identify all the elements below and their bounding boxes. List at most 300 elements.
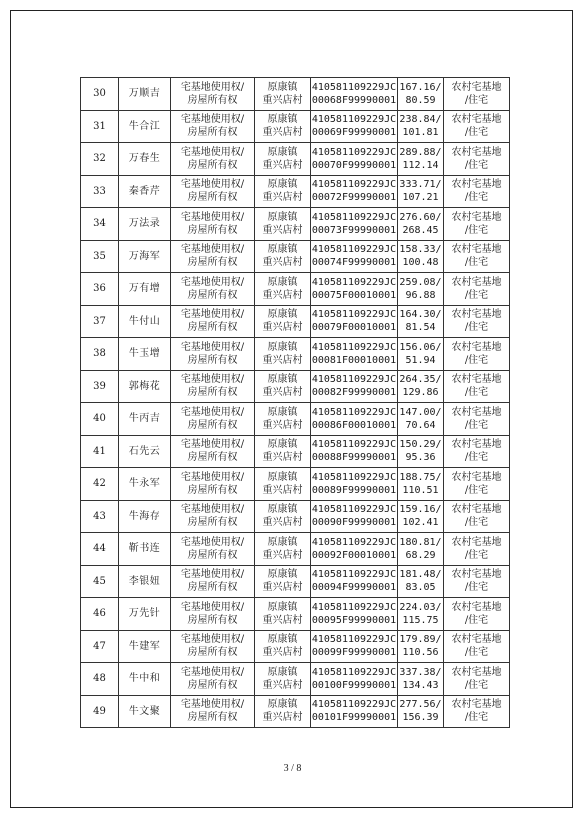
cell-unit-code-line: 410581109229JC xyxy=(311,601,397,613)
cell-unit-code-line: 410581109229JC xyxy=(311,406,397,418)
cell-location-line: 重兴店村 xyxy=(262,159,303,171)
cell-unit-code-line: 00088F99990001 xyxy=(311,452,397,464)
cell-location xyxy=(255,630,311,663)
table-row xyxy=(81,208,510,241)
cell-location-line: 重兴店村 xyxy=(262,127,303,139)
cell-unit-code-line: 410581109229JC xyxy=(311,309,397,321)
cell-location-line: 重兴店村 xyxy=(262,614,303,626)
cell-land-use-line: /住宅 xyxy=(464,582,489,594)
cell-location xyxy=(255,598,311,631)
cell-right-type xyxy=(171,403,255,436)
cell-land-use-line: /住宅 xyxy=(464,387,489,399)
cell-land-use-line: 农村宅基地 xyxy=(451,179,502,191)
table-row xyxy=(81,598,510,631)
cell-unit-code-line: 00082F99990001 xyxy=(311,387,397,399)
cell-unit-code xyxy=(311,305,398,338)
cell-unit-code-line: 410581109229JC xyxy=(311,81,397,93)
cell-number: 44 xyxy=(81,533,119,566)
table-row xyxy=(81,143,510,176)
cell-unit-code-line: 00075F00010001 xyxy=(311,289,397,301)
cell-area-line: 158.33/ xyxy=(399,244,442,256)
cell-number: 32 xyxy=(81,143,119,176)
cell-unit-code-line: 00070F99990001 xyxy=(311,159,397,171)
cell-land-use-line: /住宅 xyxy=(464,159,489,171)
cell-area xyxy=(398,403,444,436)
cell-land-use xyxy=(444,338,510,371)
cell-location-line: 原康镇 xyxy=(267,471,298,483)
cell-unit-code xyxy=(311,78,398,111)
cell-right-type xyxy=(171,240,255,273)
cell-owner-name: 万有增 xyxy=(119,273,171,306)
cell-location-line: 重兴店村 xyxy=(262,192,303,204)
cell-unit-code-line: 00072F99990001 xyxy=(311,192,397,204)
cell-right-type-line: 房屋所有权 xyxy=(187,322,238,334)
cell-location-line: 重兴店村 xyxy=(262,289,303,301)
cell-right-type xyxy=(171,370,255,403)
cell-right-type xyxy=(171,500,255,533)
cell-unit-code-line: 00092F00010001 xyxy=(311,549,397,561)
cell-unit-code-line: 410581109229JC xyxy=(311,114,397,126)
cell-unit-code-line: 00079F00010001 xyxy=(311,322,397,334)
cell-area-line: 238.84/ xyxy=(399,114,442,126)
cell-land-use xyxy=(444,370,510,403)
cell-right-type xyxy=(171,565,255,598)
cell-land-use-line: 农村宅基地 xyxy=(451,374,502,386)
cell-location-line: 重兴店村 xyxy=(262,484,303,496)
cell-unit-code xyxy=(311,435,398,468)
cell-owner-name: 牛丙吉 xyxy=(119,403,171,436)
cell-land-use-line: 农村宅基地 xyxy=(451,536,502,548)
cell-location-line: 原康镇 xyxy=(267,634,298,646)
cell-area xyxy=(398,630,444,663)
cell-area xyxy=(398,533,444,566)
cell-unit-code xyxy=(311,338,398,371)
cell-location-line: 重兴店村 xyxy=(262,354,303,366)
cell-location xyxy=(255,208,311,241)
cell-land-use-line: /住宅 xyxy=(464,452,489,464)
cell-area-line: 147.00/ xyxy=(399,406,442,418)
cell-land-use-line: 农村宅基地 xyxy=(451,666,502,678)
cell-area-line: 289.88/ xyxy=(399,146,442,158)
cell-unit-code-line: 00081F00010001 xyxy=(311,354,397,366)
cell-area xyxy=(398,110,444,143)
cell-unit-code xyxy=(311,468,398,501)
cell-area xyxy=(398,143,444,176)
cell-right-type-line: 房屋所有权 xyxy=(187,647,238,659)
table-row xyxy=(81,435,510,468)
cell-area-line: 268.45 xyxy=(402,224,439,236)
cell-unit-code-line: 410581109229JC xyxy=(311,569,397,581)
cell-location xyxy=(255,273,311,306)
cell-number: 41 xyxy=(81,435,119,468)
cell-area-line: 129.86 xyxy=(402,387,439,399)
cell-unit-code-line: 410581109229JC xyxy=(311,504,397,516)
cell-number: 33 xyxy=(81,175,119,208)
cell-area xyxy=(398,78,444,111)
cell-right-type xyxy=(171,78,255,111)
cell-location xyxy=(255,468,311,501)
cell-unit-code-line: 00068F99990001 xyxy=(311,94,397,106)
cell-location-line: 原康镇 xyxy=(267,179,298,191)
cell-unit-code xyxy=(311,370,398,403)
cell-area-line: 100.48 xyxy=(402,257,439,269)
cell-unit-code xyxy=(311,175,398,208)
cell-right-type-line: 房屋所有权 xyxy=(187,257,238,269)
cell-unit-code xyxy=(311,565,398,598)
cell-owner-name: 秦香芹 xyxy=(119,175,171,208)
cell-number: 39 xyxy=(81,370,119,403)
cell-owner-name: 郭梅花 xyxy=(119,370,171,403)
cell-owner-name: 牛文聚 xyxy=(119,695,171,728)
cell-right-type-line: 房屋所有权 xyxy=(187,127,238,139)
cell-right-type xyxy=(171,630,255,663)
cell-location-line: 重兴店村 xyxy=(262,387,303,399)
cell-right-type-line: 宅基地使用权/ xyxy=(180,439,245,451)
page-number: 3 / 8 xyxy=(283,763,302,774)
cell-land-use xyxy=(444,403,510,436)
cell-right-type-line: 宅基地使用权/ xyxy=(180,276,245,288)
cell-land-use-line: 农村宅基地 xyxy=(451,569,502,581)
cell-area-line: 264.35/ xyxy=(399,374,442,386)
cell-right-type-line: 房屋所有权 xyxy=(187,484,238,496)
cell-area-line: 81.54 xyxy=(405,322,436,334)
cell-unit-code-line: 410581109229JC xyxy=(311,699,397,711)
cell-land-use-line: /住宅 xyxy=(464,224,489,236)
cell-land-use-line: 农村宅基地 xyxy=(451,309,502,321)
cell-unit-code-line: 00099F99990001 xyxy=(311,647,397,659)
cell-unit-code-line: 00069F99990001 xyxy=(311,127,397,139)
cell-number: 49 xyxy=(81,695,119,728)
cell-area xyxy=(398,565,444,598)
cell-area-line: 167.16/ xyxy=(399,81,442,93)
cell-area-line: 276.60/ xyxy=(399,211,442,223)
cell-land-use-line: /住宅 xyxy=(464,647,489,659)
cell-area xyxy=(398,370,444,403)
cell-right-type-line: 宅基地使用权/ xyxy=(180,179,245,191)
cell-owner-name: 万春生 xyxy=(119,143,171,176)
cell-location xyxy=(255,695,311,728)
cell-owner-name: 牛海存 xyxy=(119,500,171,533)
cell-right-type-line: 宅基地使用权/ xyxy=(180,699,245,711)
cell-right-type-line: 宅基地使用权/ xyxy=(180,211,245,223)
cell-owner-name: 牛付山 xyxy=(119,305,171,338)
cell-location-line: 原康镇 xyxy=(267,406,298,418)
cell-location xyxy=(255,240,311,273)
cell-right-type-line: 房屋所有权 xyxy=(187,614,238,626)
cell-right-type-line: 房屋所有权 xyxy=(187,712,238,724)
cell-number: 38 xyxy=(81,338,119,371)
cell-area xyxy=(398,663,444,696)
cell-location xyxy=(255,565,311,598)
cell-unit-code-line: 00101F99990001 xyxy=(311,712,397,724)
cell-unit-code xyxy=(311,110,398,143)
cell-owner-name: 牛永军 xyxy=(119,468,171,501)
cell-unit-code-line: 410581109229JC xyxy=(311,146,397,158)
cell-location-line: 重兴店村 xyxy=(262,419,303,431)
cell-owner-name: 万顺吉 xyxy=(119,78,171,111)
cell-right-type-line: 房屋所有权 xyxy=(187,517,238,529)
registration-table xyxy=(80,77,510,728)
cell-location xyxy=(255,500,311,533)
cell-unit-code xyxy=(311,273,398,306)
cell-unit-code-line: 00100F99990001 xyxy=(311,679,397,691)
cell-land-use xyxy=(444,78,510,111)
cell-area-line: 70.64 xyxy=(405,419,436,431)
cell-area xyxy=(398,338,444,371)
cell-land-use-line: 农村宅基地 xyxy=(451,341,502,353)
cell-right-type-line: 宅基地使用权/ xyxy=(180,569,245,581)
cell-unit-code-line: 00089F99990001 xyxy=(311,484,397,496)
cell-number: 43 xyxy=(81,500,119,533)
cell-unit-code-line: 410581109229JC xyxy=(311,211,397,223)
cell-area-line: 259.08/ xyxy=(399,276,442,288)
cell-number: 45 xyxy=(81,565,119,598)
cell-location-line: 重兴店村 xyxy=(262,679,303,691)
cell-right-type-line: 宅基地使用权/ xyxy=(180,666,245,678)
cell-number: 48 xyxy=(81,663,119,696)
cell-area-line: 96.88 xyxy=(405,289,436,301)
cell-owner-name: 牛玉增 xyxy=(119,338,171,371)
cell-land-use-line: /住宅 xyxy=(464,94,489,106)
cell-location-line: 重兴店村 xyxy=(262,322,303,334)
cell-area-line: 156.39 xyxy=(402,712,439,724)
cell-land-use-line: /住宅 xyxy=(464,127,489,139)
cell-area-line: 110.56 xyxy=(402,647,439,659)
cell-right-type-line: 宅基地使用权/ xyxy=(180,601,245,613)
cell-number: 40 xyxy=(81,403,119,436)
cell-land-use xyxy=(444,305,510,338)
cell-land-use-line: 农村宅基地 xyxy=(451,81,502,93)
cell-land-use xyxy=(444,240,510,273)
cell-right-type xyxy=(171,598,255,631)
cell-area-line: 159.16/ xyxy=(399,504,442,516)
cell-land-use xyxy=(444,143,510,176)
cell-unit-code-line: 410581109229JC xyxy=(311,276,397,288)
cell-area xyxy=(398,598,444,631)
cell-right-type-line: 房屋所有权 xyxy=(187,582,238,594)
cell-area-line: 277.56/ xyxy=(399,699,442,711)
cell-land-use xyxy=(444,663,510,696)
cell-location xyxy=(255,78,311,111)
cell-location xyxy=(255,370,311,403)
cell-area-line: 337.38/ xyxy=(399,666,442,678)
cell-location-line: 原康镇 xyxy=(267,569,298,581)
table-row xyxy=(81,695,510,728)
cell-right-type-line: 房屋所有权 xyxy=(187,289,238,301)
cell-right-type-line: 宅基地使用权/ xyxy=(180,81,245,93)
cell-owner-name: 石先云 xyxy=(119,435,171,468)
table-row xyxy=(81,305,510,338)
table-row xyxy=(81,78,510,111)
cell-unit-code-line: 410581109229JC xyxy=(311,471,397,483)
cell-right-type-line: 房屋所有权 xyxy=(187,679,238,691)
cell-unit-code-line: 00073F99990001 xyxy=(311,224,397,236)
cell-location-line: 重兴店村 xyxy=(262,582,303,594)
table-row xyxy=(81,273,510,306)
cell-location xyxy=(255,533,311,566)
table-row xyxy=(81,565,510,598)
cell-area-line: 112.14 xyxy=(402,159,439,171)
table-body xyxy=(81,78,510,728)
cell-location-line: 原康镇 xyxy=(267,211,298,223)
cell-unit-code xyxy=(311,240,398,273)
cell-right-type xyxy=(171,468,255,501)
cell-land-use-line: /住宅 xyxy=(464,419,489,431)
cell-number: 31 xyxy=(81,110,119,143)
cell-unit-code xyxy=(311,500,398,533)
cell-land-use-line: /住宅 xyxy=(464,712,489,724)
cell-location-line: 重兴店村 xyxy=(262,452,303,464)
cell-unit-code-line: 410581109229JC xyxy=(311,179,397,191)
cell-unit-code-line: 00095F99990001 xyxy=(311,614,397,626)
cell-right-type-line: 宅基地使用权/ xyxy=(180,146,245,158)
cell-land-use-line: 农村宅基地 xyxy=(451,114,502,126)
cell-location xyxy=(255,143,311,176)
cell-location-line: 原康镇 xyxy=(267,341,298,353)
cell-area-line: 51.94 xyxy=(405,354,436,366)
cell-land-use-line: 农村宅基地 xyxy=(451,439,502,451)
cell-location-line: 原康镇 xyxy=(267,699,298,711)
cell-land-use-line: /住宅 xyxy=(464,614,489,626)
cell-area-line: 115.75 xyxy=(402,614,439,626)
cell-owner-name: 万先针 xyxy=(119,598,171,631)
cell-location-line: 重兴店村 xyxy=(262,517,303,529)
cell-right-type xyxy=(171,695,255,728)
cell-owner-name: 牛合江 xyxy=(119,110,171,143)
cell-land-use xyxy=(444,175,510,208)
cell-location-line: 原康镇 xyxy=(267,81,298,93)
cell-right-type-line: 宅基地使用权/ xyxy=(180,471,245,483)
cell-location-line: 重兴店村 xyxy=(262,257,303,269)
cell-area-line: 333.71/ xyxy=(399,179,442,191)
cell-area-line: 188.75/ xyxy=(399,471,442,483)
cell-land-use-line: 农村宅基地 xyxy=(451,211,502,223)
table-row xyxy=(81,240,510,273)
cell-number: 35 xyxy=(81,240,119,273)
cell-number: 30 xyxy=(81,78,119,111)
cell-land-use-line: 农村宅基地 xyxy=(451,276,502,288)
cell-right-type-line: 宅基地使用权/ xyxy=(180,374,245,386)
cell-area xyxy=(398,208,444,241)
cell-land-use-line: /住宅 xyxy=(464,484,489,496)
cell-location-line: 原康镇 xyxy=(267,309,298,321)
cell-location xyxy=(255,305,311,338)
cell-area xyxy=(398,695,444,728)
cell-land-use xyxy=(444,500,510,533)
cell-right-type-line: 房屋所有权 xyxy=(187,452,238,464)
cell-number: 47 xyxy=(81,630,119,663)
cell-area xyxy=(398,273,444,306)
cell-land-use-line: 农村宅基地 xyxy=(451,406,502,418)
cell-area-line: 224.03/ xyxy=(399,601,442,613)
cell-unit-code xyxy=(311,695,398,728)
table-row xyxy=(81,175,510,208)
cell-right-type-line: 房屋所有权 xyxy=(187,549,238,561)
cell-location xyxy=(255,663,311,696)
cell-area-line: 107.21 xyxy=(402,192,439,204)
cell-owner-name: 牛建军 xyxy=(119,630,171,663)
table-row xyxy=(81,468,510,501)
cell-location-line: 重兴店村 xyxy=(262,647,303,659)
cell-land-use-line: 农村宅基地 xyxy=(451,244,502,256)
cell-location-line: 原康镇 xyxy=(267,244,298,256)
cell-unit-code xyxy=(311,403,398,436)
cell-right-type xyxy=(171,110,255,143)
cell-land-use-line: /住宅 xyxy=(464,517,489,529)
cell-unit-code-line: 410581109229JC xyxy=(311,666,397,678)
cell-location xyxy=(255,435,311,468)
cell-land-use-line: /住宅 xyxy=(464,257,489,269)
cell-right-type xyxy=(171,208,255,241)
cell-location-line: 重兴店村 xyxy=(262,712,303,724)
cell-land-use xyxy=(444,565,510,598)
cell-right-type-line: 宅基地使用权/ xyxy=(180,634,245,646)
cell-area xyxy=(398,175,444,208)
cell-unit-code-line: 00086F00010001 xyxy=(311,419,397,431)
cell-location-line: 原康镇 xyxy=(267,114,298,126)
cell-location xyxy=(255,175,311,208)
cell-number: 34 xyxy=(81,208,119,241)
cell-location xyxy=(255,338,311,371)
cell-unit-code-line: 410581109229JC xyxy=(311,536,397,548)
cell-right-type-line: 房屋所有权 xyxy=(187,387,238,399)
cell-land-use xyxy=(444,468,510,501)
table-row xyxy=(81,533,510,566)
cell-unit-code xyxy=(311,143,398,176)
cell-land-use xyxy=(444,435,510,468)
cell-area-line: 180.81/ xyxy=(399,536,442,548)
cell-area-line: 181.48/ xyxy=(399,569,442,581)
cell-land-use-line: /住宅 xyxy=(464,679,489,691)
cell-location-line: 重兴店村 xyxy=(262,94,303,106)
cell-right-type-line: 宅基地使用权/ xyxy=(180,244,245,256)
cell-right-type xyxy=(171,533,255,566)
cell-number: 46 xyxy=(81,598,119,631)
cell-right-type-line: 宅基地使用权/ xyxy=(180,341,245,353)
cell-owner-name: 万法录 xyxy=(119,208,171,241)
cell-location-line: 重兴店村 xyxy=(262,549,303,561)
table-row xyxy=(81,500,510,533)
cell-unit-code xyxy=(311,208,398,241)
cell-location-line: 原康镇 xyxy=(267,601,298,613)
cell-area-line: 102.41 xyxy=(402,517,439,529)
cell-land-use-line: 农村宅基地 xyxy=(451,146,502,158)
cell-right-type xyxy=(171,143,255,176)
cell-area xyxy=(398,305,444,338)
table-row xyxy=(81,630,510,663)
cell-owner-name: 万海军 xyxy=(119,240,171,273)
cell-right-type-line: 房屋所有权 xyxy=(187,354,238,366)
cell-owner-name: 靳书连 xyxy=(119,533,171,566)
cell-area-line: 101.81 xyxy=(402,127,439,139)
cell-unit-code-line: 410581109229JC xyxy=(311,341,397,353)
cell-right-type-line: 房屋所有权 xyxy=(187,192,238,204)
cell-unit-code xyxy=(311,630,398,663)
cell-unit-code xyxy=(311,598,398,631)
cell-area-line: 164.30/ xyxy=(399,309,442,321)
cell-area xyxy=(398,240,444,273)
cell-location-line: 原康镇 xyxy=(267,374,298,386)
cell-right-type-line: 房屋所有权 xyxy=(187,419,238,431)
cell-area xyxy=(398,500,444,533)
cell-area xyxy=(398,468,444,501)
cell-owner-name: 牛中和 xyxy=(119,663,171,696)
cell-owner-name: 李银妞 xyxy=(119,565,171,598)
cell-unit-code xyxy=(311,533,398,566)
table-row xyxy=(81,110,510,143)
cell-land-use-line: /住宅 xyxy=(464,192,489,204)
cell-right-type xyxy=(171,305,255,338)
